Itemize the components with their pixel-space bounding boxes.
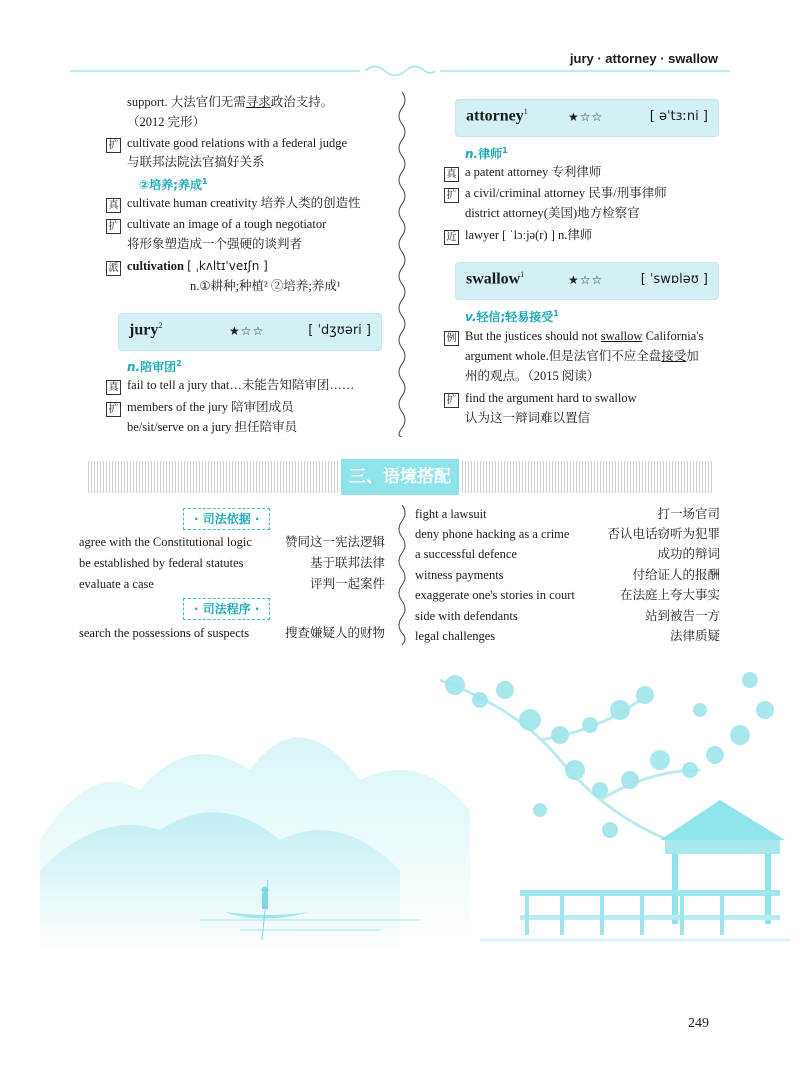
part-of-speech-meaning: n.陪审团$^2$: [127, 359, 182, 374]
collocation-list-legal-basis: agree with the Constitutional logic 赞同这一宪法逻辑 be established by federal statutes 基于联邦法律 evaluate a case 评判一起案件: [79, 535, 385, 591]
phonetic: [ əˈtɜːni ]: [649, 109, 708, 124]
derivative-meaning: n.①耕种;种植² ②培养;养成¹: [190, 279, 341, 293]
part-of-speech-meaning: n.律师$^1$: [465, 146, 508, 161]
group-title-legal-procedure: · 司法程序 ·: [183, 598, 270, 620]
headword-box-swallow: [455, 262, 719, 300]
real-tag: 真: [106, 198, 121, 213]
headword: swallow$^1$: [466, 270, 525, 288]
extension-item: 扩 members of the jury 陪审团成员: [106, 398, 294, 417]
headword-box-jury: [118, 313, 382, 351]
collocation-list-legal-procedure: search the possessions of suspects 搜查嫌疑人的财物: [79, 626, 385, 640]
extension-item: 扩 a civil/criminal attorney 民事/刑事律师: [444, 184, 667, 203]
section-banner-stripes-left: [88, 461, 338, 493]
ext-tag: 扩: [444, 393, 459, 408]
landscape-illustration: [0, 640, 800, 980]
continued-example: support. 大法官们无需寻求政治支持。: [127, 95, 334, 109]
example-tag: 例: [444, 331, 459, 346]
headword: jury$^2$: [129, 321, 163, 339]
extension-item: 扩 cultivate good relations with a federal judge: [106, 134, 347, 153]
extension-translation: 与联邦法院法官搞好关系: [127, 155, 265, 169]
ext-tag: 扩: [444, 188, 459, 203]
extension-item: 扩 cultivate an image of a tough negotiator: [106, 215, 326, 234]
example-line-3: 州的观点。（2015 阅读）: [465, 369, 600, 383]
real-exam-item: 真 cultivate human creativity 培养人类的创造性: [106, 194, 361, 213]
section-banner-stripes-right: [462, 461, 712, 493]
ext-tag: 扩: [106, 219, 121, 234]
collocation-list-right: fight a lawsuit 打一场官司 deny phone hacking as a crime 否认电话窃听为犯罪 a successful defence 成功的辩词 witness payments 付给证人的报酬 exaggerate one's stories in court 在法庭上夸大事实 side with defendants 站到被告一方 legal challenges 法律质疑: [415, 507, 720, 643]
headword-box-attorney: [455, 99, 719, 137]
extension-translation: 将形象塑造成一个强硬的谈判者: [127, 237, 303, 251]
column-divider: [395, 92, 409, 437]
section-divider: [395, 505, 409, 645]
phonetic: [ ˈdʒʊəri ]: [308, 323, 371, 338]
derivative-item: 派 cultivation [ ˌkʌltɪˈveɪʃn ]: [106, 257, 268, 276]
frequency-stars: ★☆☆: [229, 324, 265, 338]
example-line-2: argument whole.但是法官们不应全盘接受加: [465, 349, 699, 363]
extension-item-2: be/sit/serve on a jury 担任陪审员: [127, 420, 298, 434]
frequency-stars: ★☆☆: [568, 273, 604, 287]
phonetic: [ ˈswɒləʊ ]: [640, 272, 708, 287]
der-tag: 派: [106, 261, 121, 276]
extension-item-2: district attorney(美国)地方检察官: [465, 206, 640, 220]
near-synonym-item: 近 lawyer [ ˈlɔːjə(r) ] n.律师: [444, 226, 592, 245]
frequency-stars: ★☆☆: [568, 110, 604, 124]
extension-translation: 认为这一辩词难以置信: [465, 411, 591, 425]
section-title: 三、语境搭配: [341, 459, 459, 495]
header-decor-line: [70, 64, 730, 78]
near-tag: 近: [444, 230, 459, 245]
sense-2: ②培养;养成$^1$: [139, 177, 208, 192]
ext-tag: 扩: [106, 138, 121, 153]
page-number: 249: [688, 1016, 709, 1031]
group-title-legal-basis: · 司法依据 ·: [183, 508, 270, 530]
real-tag: 真: [444, 167, 459, 182]
real-tag: 真: [106, 380, 121, 395]
continued-source: （2012 完形）: [127, 115, 206, 129]
real-exam-item: 真 a patent attorney 专利律师: [444, 163, 601, 182]
headword: attorney$^1$: [466, 107, 528, 125]
running-title: jury · attorney · swallow: [569, 51, 718, 66]
part-of-speech-meaning: v.轻信;轻易接受$^1$: [465, 309, 559, 324]
ext-tag: 扩: [106, 402, 121, 417]
example-item: 例 But the justices should not swallow California's: [444, 327, 703, 346]
extension-item: 扩 find the argument hard to swallow: [444, 389, 637, 408]
real-exam-item: 真 fail to tell a jury that…未能告知陪审团……: [106, 376, 354, 395]
